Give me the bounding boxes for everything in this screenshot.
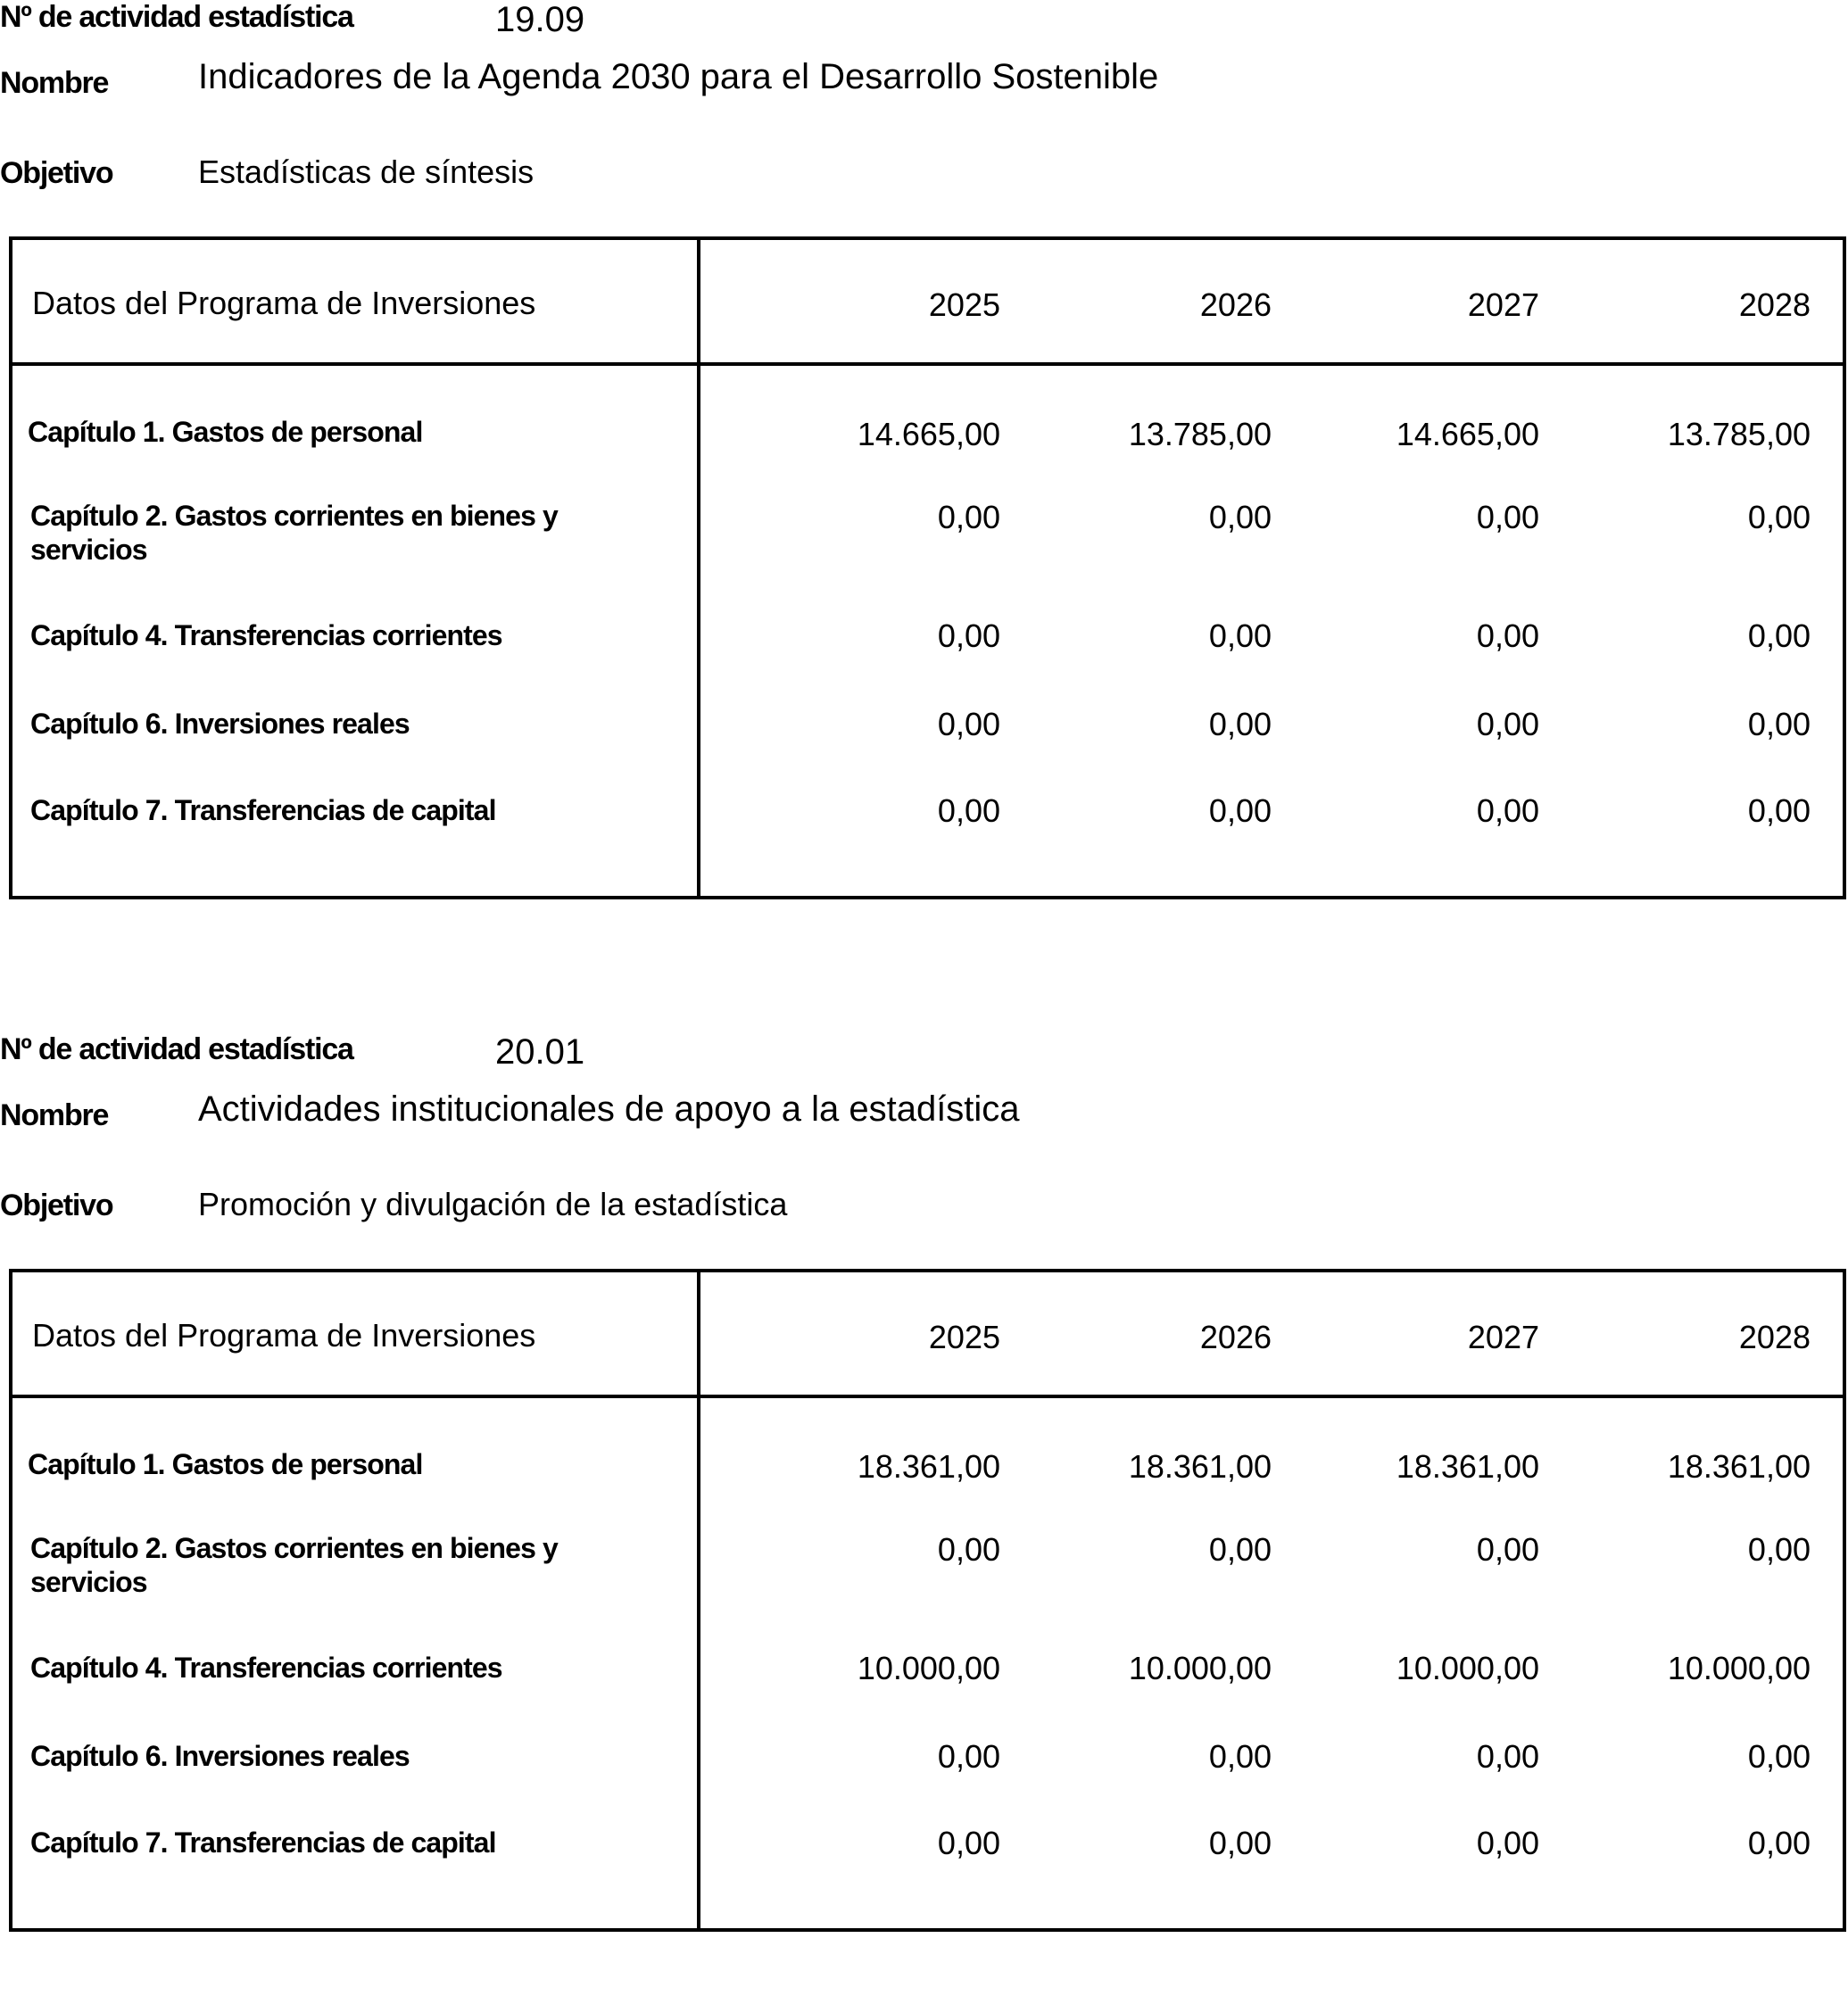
table-column-divider bbox=[697, 1272, 700, 1928]
table-cell: 0,00 bbox=[1747, 1738, 1811, 1775]
year-header: 2026 bbox=[1199, 1319, 1272, 1355]
name-label: Nombre bbox=[0, 66, 109, 100]
name-value: Actividades institucionales de apoyo a la estadística bbox=[198, 1089, 1020, 1129]
table-row-label: Capítulo 4. Transferencias corrientes bbox=[30, 1652, 502, 1684]
table-cell: 0,00 bbox=[1208, 1531, 1272, 1568]
table-column-divider bbox=[697, 240, 700, 896]
table-row-label: Capítulo 6. Inversiones reales bbox=[30, 1740, 410, 1772]
table-cell: 18.361,00 bbox=[1128, 1448, 1272, 1485]
table-cell: 0,00 bbox=[1476, 1738, 1539, 1775]
table-row-label: Capítulo 2. Gastos corrientes en bienes y servicios bbox=[30, 1532, 558, 1598]
year-header: 2028 bbox=[1738, 286, 1811, 323]
activity-number-label: Nº de actividad estadística bbox=[0, 0, 353, 34]
table-cell: 0,00 bbox=[937, 706, 1000, 742]
table-cell: 0,00 bbox=[1476, 1825, 1539, 1861]
table-cell: 0,00 bbox=[937, 792, 1000, 829]
table-cell: 0,00 bbox=[937, 617, 1000, 654]
name-value: Indicadores de la Agenda 2030 para el Desarrollo Sostenible bbox=[198, 57, 1159, 96]
objective-label: Objetivo bbox=[0, 156, 113, 190]
table-header-label: Datos del Programa de Inversiones bbox=[32, 285, 536, 321]
table-cell: 10.000,00 bbox=[1667, 1650, 1811, 1686]
table-header-divider bbox=[12, 1395, 1843, 1398]
year-header: 2025 bbox=[928, 1319, 1000, 1355]
objective-value: Promoción y divulgación de la estadística bbox=[198, 1186, 788, 1222]
activity-number-value: 19.09 bbox=[495, 0, 585, 39]
year-header: 2026 bbox=[1199, 286, 1272, 323]
table-header-divider bbox=[12, 362, 1843, 366]
table-cell: 0,00 bbox=[1747, 617, 1811, 654]
table-cell: 0,00 bbox=[1208, 706, 1272, 742]
table-cell: 0,00 bbox=[1747, 1825, 1811, 1861]
table-cell: 0,00 bbox=[1747, 499, 1811, 535]
objective-value: Estadísticas de síntesis bbox=[198, 153, 535, 190]
table-cell: 0,00 bbox=[937, 499, 1000, 535]
table-cell: 18.361,00 bbox=[1667, 1448, 1811, 1485]
table-row-label: Capítulo 1. Gastos de personal bbox=[28, 1448, 423, 1480]
table-row-label: Capítulo 7. Transferencias de capital bbox=[30, 1826, 496, 1859]
activity-number-label: Nº de actividad estadística bbox=[0, 1032, 353, 1066]
table-cell: 14.665,00 bbox=[857, 416, 1000, 452]
table-cell: 0,00 bbox=[1208, 792, 1272, 829]
table-cell: 0,00 bbox=[1208, 1738, 1272, 1775]
activity-section-1 bbox=[0, 0, 1848, 964]
table-cell: 13.785,00 bbox=[1128, 416, 1272, 452]
table-cell: 0,00 bbox=[1747, 792, 1811, 829]
table-cell: 0,00 bbox=[1476, 706, 1539, 742]
table-cell: 13.785,00 bbox=[1667, 416, 1811, 452]
table-cell: 0,00 bbox=[1476, 792, 1539, 829]
table-cell: 18.361,00 bbox=[1396, 1448, 1539, 1485]
table-cell: 0,00 bbox=[937, 1825, 1000, 1861]
table-cell: 0,00 bbox=[1476, 1531, 1539, 1568]
name-label: Nombre bbox=[0, 1098, 109, 1132]
table-cell: 0,00 bbox=[1208, 1825, 1272, 1861]
table-cell: 0,00 bbox=[1747, 706, 1811, 742]
table-cell: 0,00 bbox=[1747, 1531, 1811, 1568]
year-header: 2028 bbox=[1738, 1319, 1811, 1355]
investment-table bbox=[9, 1269, 1846, 1932]
year-header: 2027 bbox=[1467, 286, 1539, 323]
year-header: 2025 bbox=[928, 286, 1000, 323]
table-cell: 18.361,00 bbox=[857, 1448, 1000, 1485]
investment-table bbox=[9, 236, 1846, 899]
table-cell: 0,00 bbox=[1476, 499, 1539, 535]
table-cell: 0,00 bbox=[1476, 617, 1539, 654]
table-cell: 10.000,00 bbox=[1128, 1650, 1272, 1686]
table-cell: 0,00 bbox=[1208, 499, 1272, 535]
table-row-label: Capítulo 1. Gastos de personal bbox=[28, 416, 423, 448]
table-row-label: Capítulo 2. Gastos corrientes en bienes y servicios bbox=[30, 500, 558, 566]
table-cell: 10.000,00 bbox=[857, 1650, 1000, 1686]
year-header: 2027 bbox=[1467, 1319, 1539, 1355]
objective-label: Objetivo bbox=[0, 1188, 113, 1222]
table-cell: 0,00 bbox=[1208, 617, 1272, 654]
table-row-label: Capítulo 7. Transferencias de capital bbox=[30, 794, 496, 826]
table-cell: 14.665,00 bbox=[1396, 416, 1539, 452]
table-cell: 10.000,00 bbox=[1396, 1650, 1539, 1686]
activity-number-value: 20.01 bbox=[495, 1032, 585, 1072]
activity-section-2 bbox=[0, 1032, 1848, 1996]
table-row-label: Capítulo 4. Transferencias corrientes bbox=[30, 619, 502, 651]
table-cell: 0,00 bbox=[937, 1738, 1000, 1775]
table-header-label: Datos del Programa de Inversiones bbox=[32, 1317, 536, 1354]
table-row-label: Capítulo 6. Inversiones reales bbox=[30, 708, 410, 740]
table-cell: 0,00 bbox=[937, 1531, 1000, 1568]
